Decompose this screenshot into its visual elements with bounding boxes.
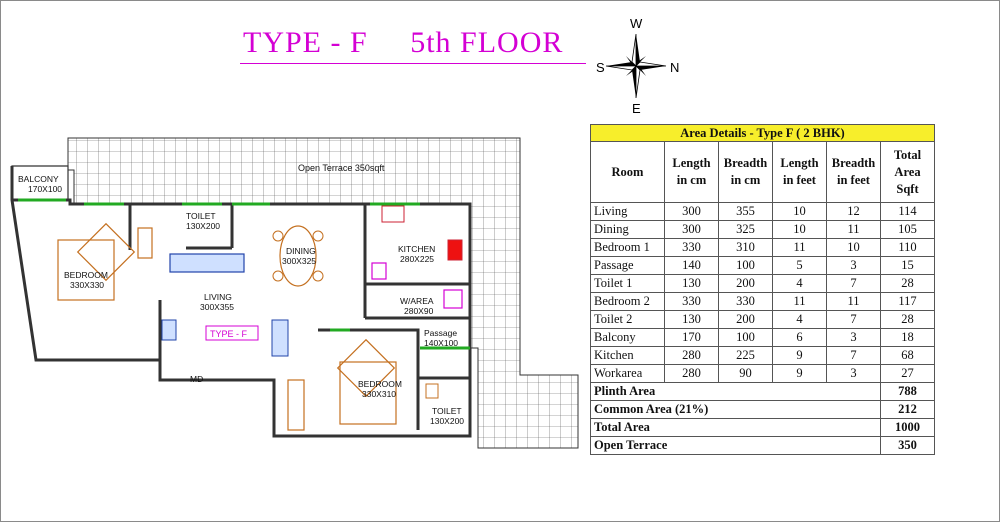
floor-plan [0,130,580,450]
stove [382,206,404,222]
workarea-size: 280X90 [404,306,434,316]
value-cell: 4 [773,275,827,293]
value-cell: 200 [719,311,773,329]
value-cell: 140 [665,257,719,275]
value-cell: 330 [719,293,773,311]
room-name-cell: Bedroom 1 [591,239,665,257]
table-row [591,275,935,293]
room-name-cell: Toilet 2 [591,311,665,329]
compass-w: W [630,16,643,31]
value-cell: 130 [665,311,719,329]
value-cell: 310 [719,239,773,257]
room-name-cell: Toilet 1 [591,275,665,293]
summary-value: 212 [881,401,935,419]
open-terrace-label: Open Terrace 350sqft [298,163,385,173]
title-underline [240,63,586,64]
room-name-cell: Passage [591,257,665,275]
value-cell: 225 [719,347,773,365]
header-breadth-cm: Breadth in cm [719,142,773,203]
wc-2 [426,384,438,398]
table-header-row [591,142,935,203]
table-row [591,257,935,275]
room-name-cell: Kitchen [591,347,665,365]
header-room: Room [591,142,665,203]
summary-label: Plinth Area [591,383,881,401]
value-cell: 170 [665,329,719,347]
value-cell: 11 [827,293,881,311]
header-length-ft: Length in feet [773,142,827,203]
value-cell: 10 [827,239,881,257]
toilet2-name: TOILET [432,406,462,416]
value-cell: 7 [827,275,881,293]
toilet1-name: TOILET [186,211,216,221]
type-tag: TYPE - F [210,329,248,339]
summary-value: 788 [881,383,935,401]
summary-row [591,401,935,419]
value-cell: 330 [665,293,719,311]
value-cell: 27 [881,365,935,383]
value-cell: 3 [827,329,881,347]
title-type: TYPE - F [243,26,368,59]
bedroom2-size: 330X310 [362,389,397,399]
value-cell: 11 [773,293,827,311]
value-cell: 325 [719,221,773,239]
value-cell: 3 [827,365,881,383]
value-cell: 7 [827,347,881,365]
value-cell: 300 [665,203,719,221]
value-cell: 3 [827,257,881,275]
value-cell: 330 [665,239,719,257]
value-cell: 114 [881,203,935,221]
header-breadth-ft: Breadth in feet [827,142,881,203]
value-cell: 300 [665,221,719,239]
value-cell: 100 [719,257,773,275]
summary-row [591,437,935,455]
kitchen-sink [448,240,462,260]
table-row [591,239,935,257]
value-cell: 28 [881,311,935,329]
kitchen-size: 280X225 [400,254,435,264]
bedroom2-name: BEDROOM [358,379,402,389]
table-caption: Area Details - Type F ( 2 BHK) [591,125,935,142]
area-details-table [590,124,935,455]
md-label: MD [190,374,204,384]
value-cell: 105 [881,221,935,239]
summary-row [591,383,935,401]
room-name-cell: Bedroom 2 [591,293,665,311]
room-name-cell: Workarea [591,365,665,383]
compass-n: N [670,60,680,75]
value-cell: 9 [773,347,827,365]
table-row [591,293,935,311]
workarea-name: W/AREA [400,296,434,306]
summary-row [591,419,935,437]
title-floor: 5th FLOOR [410,26,564,59]
open-terrace [68,138,578,448]
wardrobe-1 [138,228,152,258]
value-cell: 11 [827,221,881,239]
value-cell: 355 [719,203,773,221]
armchair-1 [162,320,176,340]
sofa [170,254,244,272]
bedroom1-size: 330X330 [70,280,105,290]
summary-label: Open Terrace [591,437,881,455]
summary-value: 350 [881,437,935,455]
value-cell: 90 [719,365,773,383]
table-row [591,221,935,239]
living-name: LIVING [204,292,232,302]
value-cell: 280 [665,365,719,383]
value-cell: 4 [773,311,827,329]
value-cell: 10 [773,221,827,239]
value-cell: 68 [881,347,935,365]
value-cell: 10 [773,203,827,221]
value-cell: 280 [665,347,719,365]
table-row [591,311,935,329]
summary-label: Common Area (21%) [591,401,881,419]
compass-rose-icon [592,16,688,116]
room-name-cell: Living [591,203,665,221]
compass-e: E [632,101,641,116]
value-cell: 12 [827,203,881,221]
living-size: 300X355 [200,302,235,312]
kitchen-name: KITCHEN [398,244,436,254]
compass-s: S [596,60,605,75]
table-row [591,203,935,221]
value-cell: 130 [665,275,719,293]
balcony-name: BALCONY [18,174,59,184]
room-name-cell: Dining [591,221,665,239]
room-name-cell: Balcony [591,329,665,347]
value-cell: 15 [881,257,935,275]
value-cell: 200 [719,275,773,293]
value-cell: 7 [827,311,881,329]
value-cell: 100 [719,329,773,347]
page-title [243,26,563,60]
washer [444,290,462,308]
armchair-2 [272,320,288,356]
value-cell: 110 [881,239,935,257]
toilet1-size: 130X200 [186,221,221,231]
fridge [372,263,386,279]
dining-name: DINING [286,246,316,256]
wardrobe-2 [288,380,304,430]
table-row [591,347,935,365]
passage-name: Passage [424,328,458,338]
table-row [591,329,935,347]
value-cell: 28 [881,275,935,293]
summary-label: Total Area [591,419,881,437]
bedroom1-name: BEDROOM [64,270,108,280]
header-length-cm: Length in cm [665,142,719,203]
table-row [591,365,935,383]
value-cell: 5 [773,257,827,275]
passage-size: 140X100 [424,338,459,348]
value-cell: 9 [773,365,827,383]
dining-size: 300X325 [282,256,317,266]
toilet2-size: 130X200 [430,416,465,426]
summary-value: 1000 [881,419,935,437]
value-cell: 11 [773,239,827,257]
value-cell: 6 [773,329,827,347]
value-cell: 117 [881,293,935,311]
balcony-size: 170X100 [28,184,63,194]
header-total-area: Total Area Sqft [881,142,935,203]
value-cell: 18 [881,329,935,347]
